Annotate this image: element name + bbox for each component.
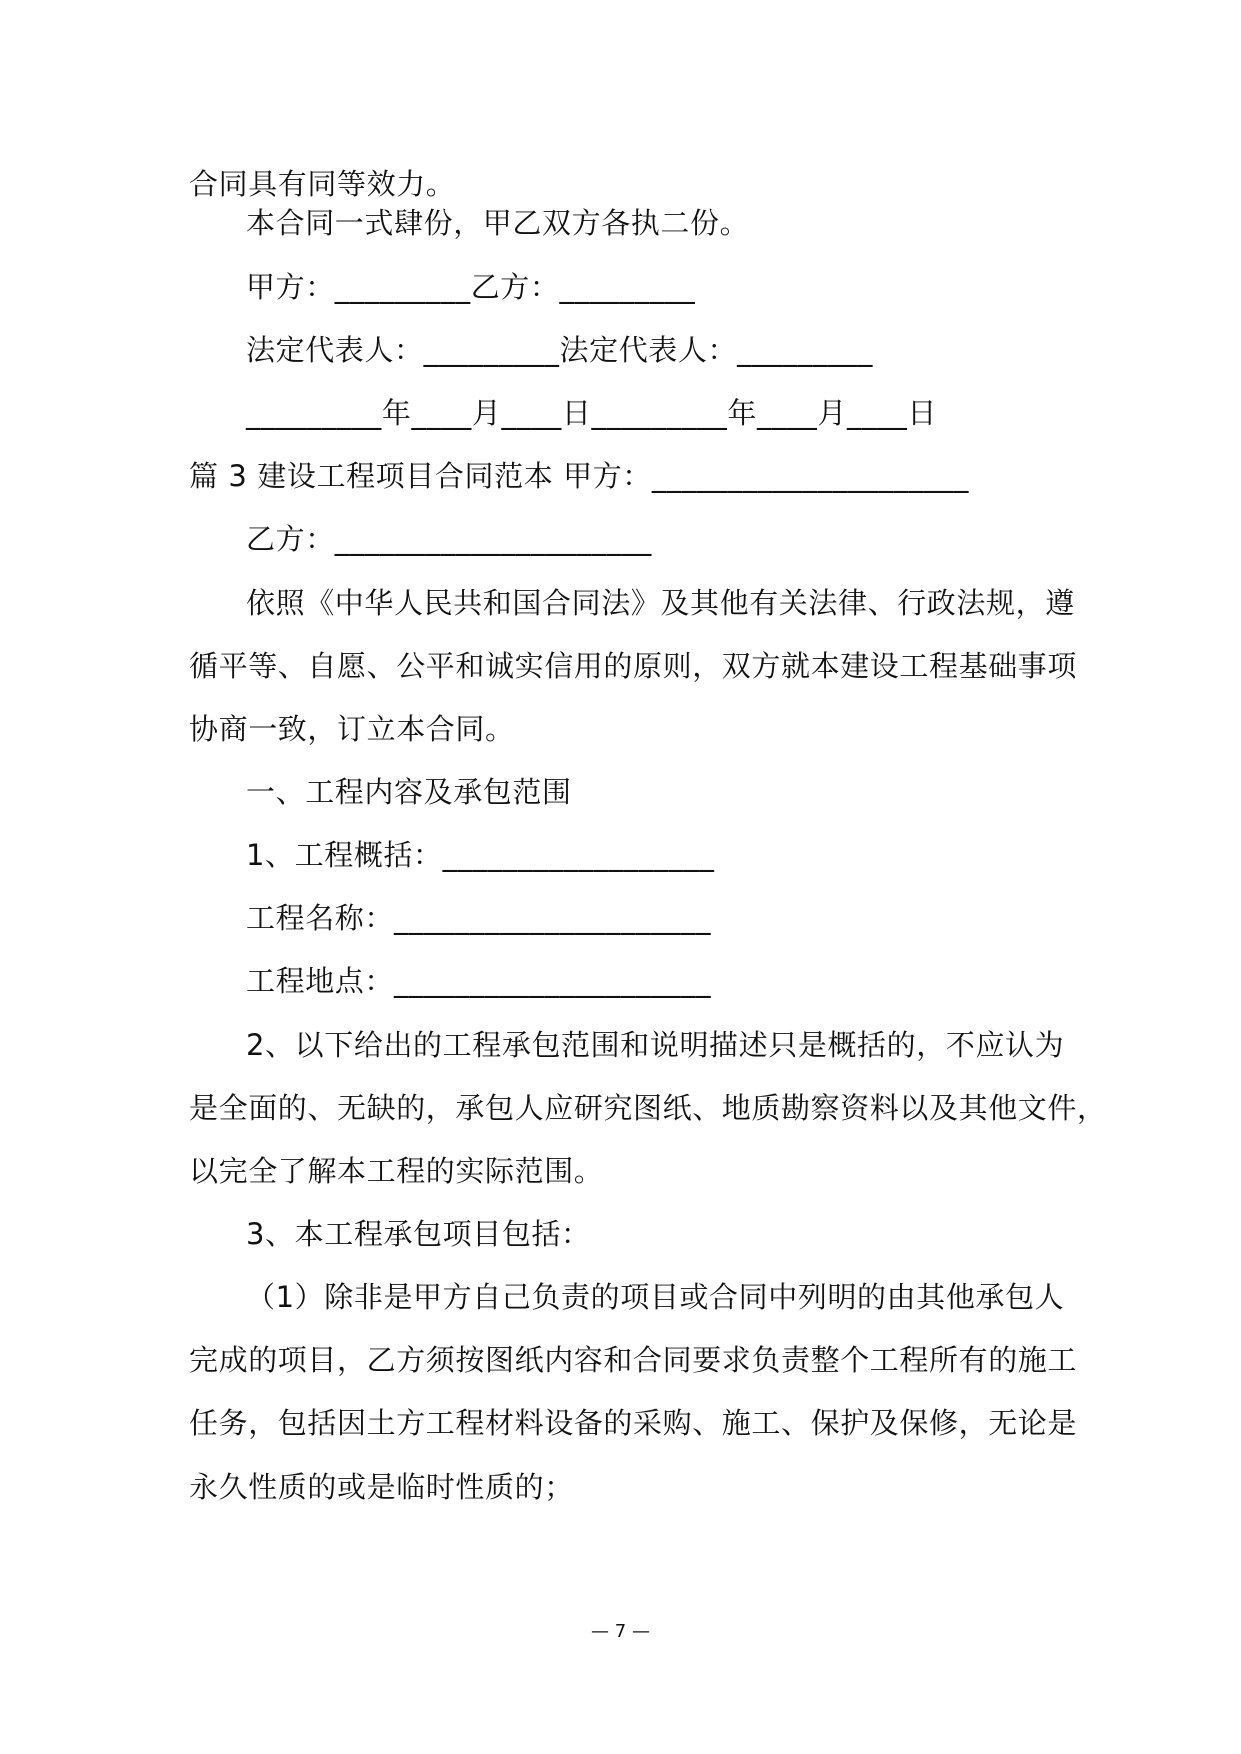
text-line: 本合同一式肆份，甲乙双方各执二份。 (246, 206, 750, 240)
text-line: 甲方：_________乙方：_________ (246, 270, 696, 304)
text-line: 完成的项目，乙方须按图纸内容和合同要求负责整个工程所有的施工 (189, 1343, 1078, 1377)
text-line: 是全面的、无缺的，承包人应研究图纸、地质勘察资料以及其他文件， (189, 1091, 1107, 1125)
text-line: 工程地点：_____________________ (246, 964, 712, 998)
text-line: 一、工程内容及承包范围 (246, 775, 572, 809)
text-line: 循平等、自愿、公平和诚实信用的原则，双方就本建设工程基础事项 (189, 649, 1078, 683)
page-number: — 7 — (591, 1621, 650, 1642)
text-line: 合同具有同等效力。 (189, 167, 456, 201)
text-line: 法定代表人：_________法定代表人：_________ (246, 333, 874, 367)
section-heading: 篇 3 建设工程项目合同范本 甲方：_____________________ (189, 459, 970, 493)
text-line: 以完全了解本工程的实际范围。 (189, 1154, 604, 1188)
text-line: 2、以下给出的工程承包范围和说明描述只是概括的，不应认为 (246, 1028, 1065, 1062)
text-line: 永久性质的或是临时性质的； (189, 1470, 574, 1504)
text-line: 3、本工程承包项目包括： (246, 1217, 591, 1251)
text-line: （1）除非是甲方自己负责的项目或合同中列明的由其他承包人 (246, 1280, 1065, 1314)
text-line: 1、工程概括：__________________ (246, 838, 715, 872)
text-line: 工程名称：_____________________ (246, 901, 712, 935)
text-line: 依照《中华人民共和国合同法》及其他有关法律、行政法规，遵 (246, 586, 1075, 620)
text-line: _________年____月____日_________年____月____日 (246, 396, 937, 430)
text-line: 乙方：_____________________ (246, 522, 652, 556)
text-line: 任务，包括因土方工程材料设备的采购、施工、保护及保修，无论是 (189, 1406, 1078, 1440)
text-line: 协商一致，订立本合同。 (189, 712, 515, 746)
